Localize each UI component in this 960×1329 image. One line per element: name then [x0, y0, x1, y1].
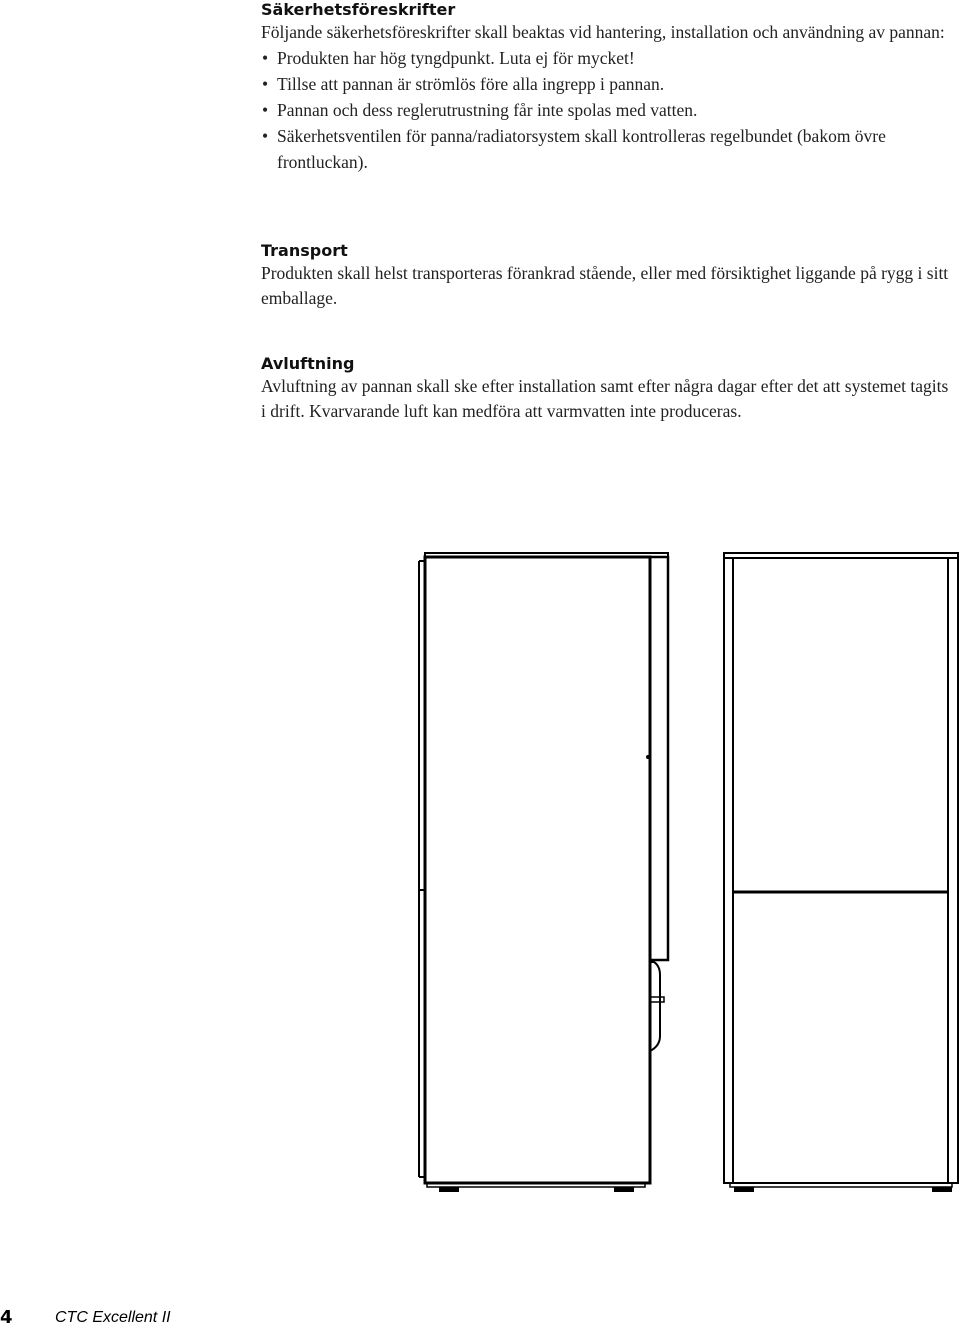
side-front-panel [650, 557, 668, 960]
side-base [427, 1183, 645, 1187]
transport-text: Produkten skall helst transporteras förankrad stående, eller med försiktighet liggande på rygg i sitt emballage. [261, 263, 949, 308]
side-door-latch [646, 755, 650, 759]
side-foot-left [439, 1187, 459, 1192]
venting-heading: Avluftning [261, 354, 355, 373]
side-body [425, 557, 650, 1183]
safety-item-text: Tillse att pannan är strömlös före alla ingrepp i pannan. [277, 74, 665, 94]
front-body [724, 558, 958, 1183]
bullet-icon: • [262, 74, 269, 94]
safety-heading: Säkerhetsföreskrifter [261, 0, 456, 19]
safety-intro: Följande säkerhetsföreskrifter skall beaktas vid hantering, installation och användning av pannan: [261, 22, 945, 42]
product-name: CTC Excellent II [55, 1309, 171, 1326]
boiler-front-view [724, 553, 958, 1192]
transport-heading: Transport [261, 241, 348, 260]
front-foot-left [734, 1187, 754, 1192]
side-pipe-connection [650, 997, 664, 1002]
bullet-icon: • [262, 126, 269, 146]
safety-item-text: Säkerhetsventilen för panna/radiatorsystem skall kontrolleras regelbundet (bakom övre frontluckan). [277, 126, 886, 172]
front-foot-right [932, 1187, 952, 1192]
page-number: 4 [0, 1307, 13, 1328]
boiler-side-view [419, 553, 668, 1192]
bullet-icon: • [262, 100, 269, 120]
side-foot-right [614, 1187, 634, 1192]
bullet-icon: • [262, 48, 269, 68]
safety-item-text: Produkten har hög tyngdpunkt. Luta ej för mycket! [277, 48, 635, 68]
front-base [730, 1183, 952, 1187]
venting-text: Avluftning av pannan skall ske efter installation samt efter några dagar efter det att systemet tagits i drift. Kvarvarande luft kan medföra att varmvatten inte produceras. [261, 376, 949, 421]
safety-item-text: Pannan och dess reglerutrustning får inte spolas med vatten. [277, 100, 698, 120]
